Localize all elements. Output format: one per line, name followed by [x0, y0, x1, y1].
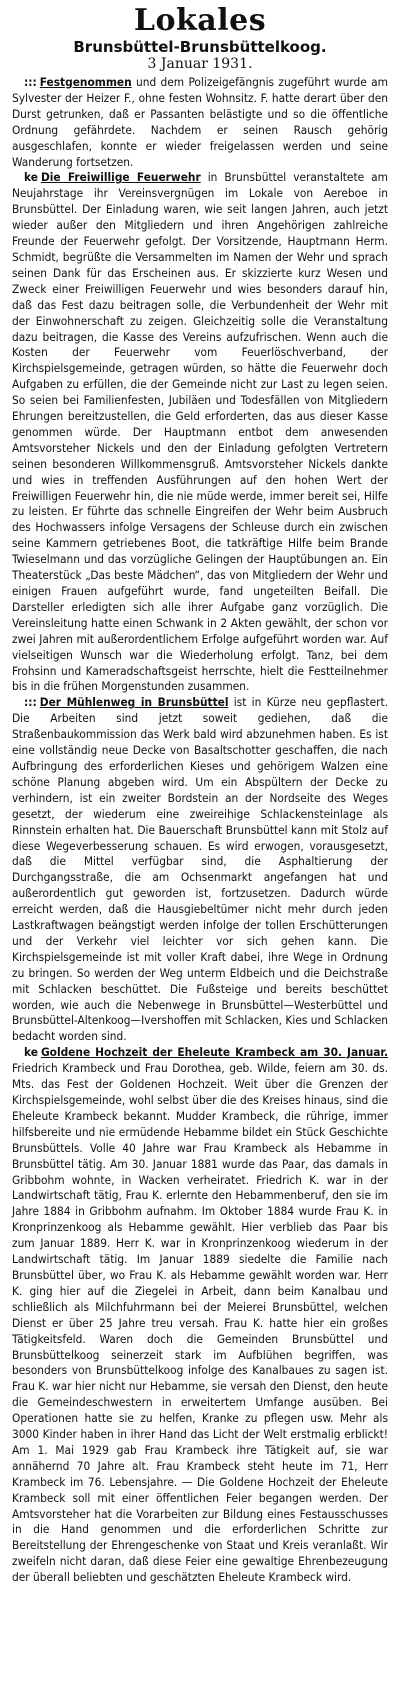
article-lead: Goldene Hochzeit der Eheleute Krambeck am 30. Januar. — [40, 1045, 388, 1060]
article-muehlenweg — [12, 695, 388, 1045]
article-marker: ::: — [24, 695, 37, 710]
article-marker: ke — [24, 1045, 38, 1060]
section-title: Lokales — [133, 3, 267, 38]
article-goldene-hochzeit — [12, 1045, 388, 1586]
article-marker: ke — [24, 170, 38, 185]
article-body: ist in Kürze neu gepflastert. Die Arbeiten sind jetzt soweit gediehen, daß die Straßenbaukommission das Werk bald wird abzunehmen haben. Es ist eine vollständig neue Decke von Basaltschotter geschaffen, die nach Aufbringung des erforderlichen Kieses und gehörigem Walzen eine schöne Planung abgeben wird. Um ein Abspültern der Decke zu verhindern, ist ein zweiter Bordstein an der Nordseite des Weges gesetzt, der wiederum eine zweireihige Schlackensteinlage als Rinnstein erhalten hat. Die Bauerschaft Brunsbüttel kann mit Stolz auf diese Wegeverbesserung schauen. Es wird erwogen, vorausgesetzt, daß die Mittel verfügbar sind, die Asphaltierung der Durchgangsstraße, die am Ochsenmarkt angefangen hat und außerordentlich gut geworden ist, fortzusetzen. Dadurch würde erreicht werden, daß die Hausgiebeltümer nicht mehr durch jeden Lastkraftwagen beängstigt werden infolge der tollen Erschütterungen und der Verkehr viel leichter vor sich gehen kann. Die Kirchspielsgemeinde ist mit voller Kraft dabei, ihre Wege in Ordnung zu bringen. So werden der Weg unterm Eldbeich und die Deichstraße mit Schlacken beschüttet. Die Fußsteige und bereits beschüttet worden, wie auch die Nebenwege in Brunsbüttel—Westerbüttel und Brunsbüttel-Altenkoog—Ivershoffen mit Schlacken, Kies und Schlacken bedacht worden sind. — [12, 695, 388, 1044]
article-body: und dem Polizeigefängnis zugeführt wurde am Sylvester der Heizer F., ohne festen Wohnsitz. F. hatte derart über den Durst getrunken, daß er Passanten belästigte und so die öffentliche Ordnung gefährdete. Nachdem er seinen Rausch gehörig ausgeschlafen, konnte er wieder freigelassen werden und seine Wanderung fortsetzen. — [12, 75, 388, 169]
article-lead: Die Freiwillige Feuerwehr — [40, 170, 201, 185]
article-body: in Brunsbüttel veranstaltete am Neujahrstage ihr Vereinsvergnügen im Lokale von Aereboe in Brunsbüttel. Der Einladung waren, wie seit langen Jahren, auch jetzt wieder außer den Mitgliedern und ihren Angehörigen zahlreiche Freunde der Feuerwehr gefolgt. Der Vorsitzende, Hauptmann Herm. Schmidt, begrüßte die Versammelten im Namen der Wehr und sprach seinen Dank für das Erscheinen aus. Er skizzierte kurz Wesen und Zweck einer Freiwilligen Feuerwehr und wies besonders darauf hin, daß das Fest dazu beitragen solle, die Verbundenheit der Wehr mit der Einwohnerschaft zu zeigen. Gleichzeitig solle die Veranstaltung dazu beitragen, die Kasse des Vereins aufzufrischen. Wenn auch die Kosten der Feuerwehr vom Feuerlöschverband, der Kirchspielsgemeinde, getragen würden, so hätte die Feuerwehr doch Aufgaben zu erfüllen, die der Gemeinde nicht zur Last zu legen seien. So seien bei Familienfesten, Jubiläen und Todesfällen von Mitgliedern Ehrungen bereitzustellen, die Geld erforderten, das aus dieser Kasse genommen würde. Der Hauptmann entbot dem anwesenden Amtsvorsteher Nickels und den der Einladung gefolgten Vertretern seinen besonderen Willkommensgruß. Amtsvorsteher Nickels dankte und wies in treffenden Ausführungen auf den hohen Wert der Freiwilligen Feuerwehr hin, die nie müde werde, immer bereit sei, Hilfe zu leisten. Er führte das schnelle Eingreifen der Wehr beim Ausbruch des Hochwassers infolge Versagens der Schleuse durch ein zwischen seine Kammern getriebenes Boot, die tatkräftige Hilfe beim Brande Twieselmann und das vorzügliche Gelingen der Hauptübungen an. Ein Theaterstück „Das beste Mädchen“, das von Mitgliedern der Wehr und einigen Frauen aufgeführt wurde, fand ungeteilten Beifall. Die Darsteller erledigten sich alle ihrer Aufgabe ganz vorzüglich. Die Vereinsleitung hatte einen Schwank in 2 Akten gewählt, der schon vor zwei Jahren mit außerordentlichem Erfolge aufgeführt worden war. Auf vielseitigen Wunsch war die Wiederholung erfolgt. Tanz, bei dem Frohsinn und Kameradschaftsgeist herrschte, hielt die Festteilnehmer bis in die frühen Morgenstunden zusammen. — [12, 170, 388, 694]
article-marker: ::: — [24, 75, 37, 89]
section-subtitle: Brunsbüttel-Brunsbüttelkoog. — [73, 38, 327, 56]
article-lead: Festgenommen — [39, 75, 132, 89]
article-feuerwehr — [12, 170, 388, 695]
article-body: Friedrich Krambeck und Frau Dorothea, geb. Wilde, feiern am 30. ds. Mts. das Fest der Goldenen Hochzeit. Weit über die Grenzen der Kirchspielsgemeinde, wohl selbst über die des Kreises hinaus, sind die Eheleute Krambeck bekannt. Mudder Krambeck, die rührige, immer hilfsbereite und nie ermüdende Hebamme bildet ein Stück Geschichte Brunsbüttels. Volle 40 Jahre war Frau Krambeck als Hebamme in Brunsbüttel tätig. Am 30. Januar 1881 wurde das Paar, das damals in Gribbohm wohnte, in Wacken verheiratet. Friedrich K. war in der Landwirtschaft tätig, Frau K. erlernte den Hebammenberuf, den sie im Jahre 1884 in Gribbohm aufnahm. Im Oktober 1884 wurde Frau K. in Kronprinzenkoog als Hebamme gewählt. Hier verblieb das Paar bis zum Januar 1889. Herr K. war in Kronprinzenkoog wiederum in der Landwirtschaft tätig. Im Januar 1889 siedelte die Familie nach Brunsbüttel über, wo Frau K. als Hebamme gewählt worden war. Herr K. ging hier auf die Ziegelei in Arbeit, dann beim Kanalbau und schließlich als Milchfuhrmann bei der Meierei Brunsbüttel, welchen Dienst er über 25 Jahre treu versah. Frau K. hatte hier ein großes Tätigkeitsfeld. Waren doch die Gemeinden Brunsbüttel und Brunsbüttelkoog seinerzeit stark im Aufblühen begriffen, was besonders von Brunsbüttelkoog infolge des Kanalbaues zu sagen ist. Frau K. war hier nicht nur Hebamme, sie versah den Dienst, den heute die Gemeindeschwestern in erweitertem Umfange ausüben. Bei Operationen hatte sie zu helfen, Kranke zu pflegen usw. Mehr als 3000 Kinder haben in ihrer Hand das Licht der Welt erstmalig erblickt! Am 1. Mai 1929 gab Frau Krambeck ihre Tätigkeit auf, sie war annähernd 70 Jahre alt. Frau Krambeck steht heute im 71, Herr Krambeck im 76. Lebensjahre. — Die Goldene Hochzeit der Eheleute Krambeck soll mit einer öffentlichen Feier begangen werden. Der Amtsvorsteher hat die Vorarbeiten zur Bildung eines Festausschusses in die Hand genommen und die erforderlichen Schritte zur Bereitstellung der Ehrengeschenke von Staat und Kreis veranlaßt. Wir zweifeln nicht daran, daß diese Feier eine gewaltige Ehrenbezeugung der überall beliebten und geschätzten Eheleute Krambeck wird. — [12, 1061, 388, 1585]
article-festgenommen — [12, 75, 388, 170]
dateline: 3 Januar 1931. — [147, 56, 253, 72]
article-lead: Der Mühlenweg in Brunsbüttel — [39, 695, 229, 710]
